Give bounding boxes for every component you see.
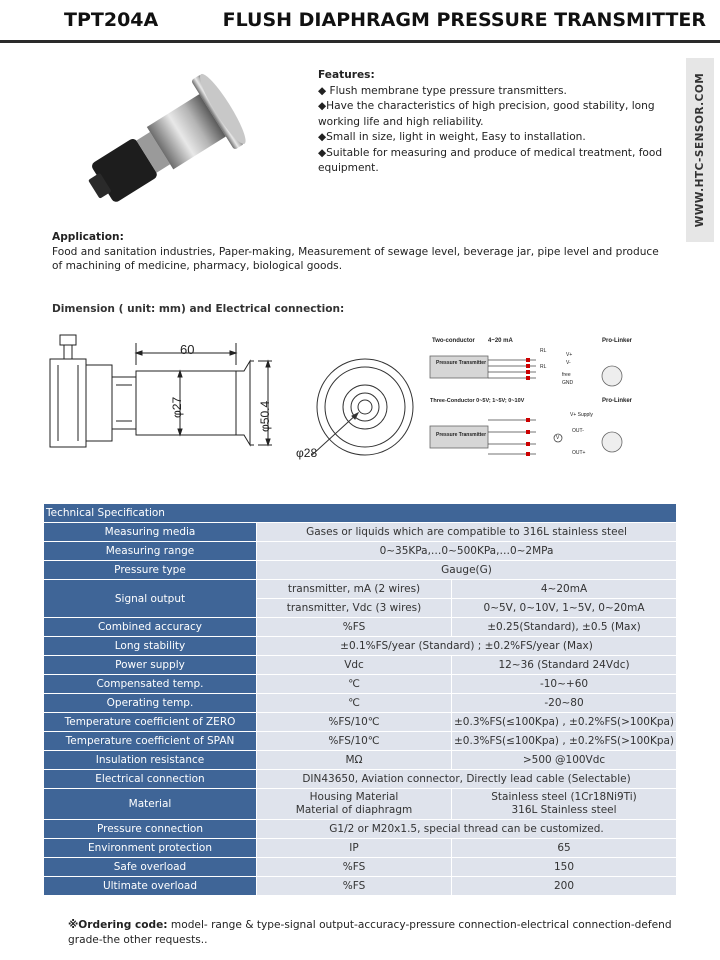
table-row (44, 561, 677, 580)
table-row (44, 675, 677, 694)
diaphragm-material-label: Material of diaphragm (295, 804, 413, 816)
table-row (44, 770, 677, 789)
table-row (44, 789, 677, 820)
row-unit (257, 789, 452, 820)
wiring-two-conductor: Two-conductor (432, 338, 475, 344)
product-photo (78, 62, 263, 222)
wiring-v-plus: V+ (566, 352, 573, 358)
dim-body-diameter: φ27 (170, 396, 184, 418)
row-unit: ℃ (257, 675, 452, 694)
spec-table (43, 503, 677, 896)
header-rule (0, 40, 720, 43)
housing-material-label: Housing Material (309, 791, 399, 803)
row-label: Pressure connection (44, 820, 257, 839)
row-label: Long stability (44, 637, 257, 656)
wiring-out-plus: OUT+ (572, 450, 586, 456)
ordering-code-text: model- range & type-signal output-accuracy-pressure connection-electrical connection-defend grade-the other requests.. (68, 919, 672, 946)
row-value: 12~36 (Standard 24Vdc) (452, 656, 677, 675)
row-unit: IP (257, 839, 452, 858)
row-value: -20~80 (452, 694, 677, 713)
row-value: ±0.25(Standard), ±0.5 (Max) (452, 618, 677, 637)
table-row (44, 637, 677, 656)
wiring-rl-1: RL (540, 348, 547, 354)
row-value: G1/2 or M20x1.5, special thread can be customized. (257, 820, 677, 839)
row-label: Material (44, 789, 257, 820)
wiring-three-conductor: Three-Conductor 0~5V; 1~5V; 0~10V (430, 398, 525, 404)
wiring-pro-linker-2: Pro-Linker (602, 398, 633, 404)
wiring-v-minus: V- (566, 360, 571, 366)
row-value: 65 (452, 839, 677, 858)
wiring-v-supply: V+ Supply (570, 412, 593, 418)
row-value: ±0.1%FS/year (Standard) ; ±0.2%FS/year (Max) (257, 637, 677, 656)
page-header (0, 0, 720, 44)
application-section (52, 230, 672, 274)
table-row (44, 751, 677, 770)
dimension-title: Dimension ( unit: mm) and Electrical connection: (52, 303, 345, 315)
row-label: Safe overload (44, 858, 257, 877)
row-label: Measuring range (44, 542, 257, 561)
row-value: 150 (452, 858, 677, 877)
side-website-banner (686, 58, 714, 242)
row-value: ±0.3%FS(≤100Kpa) , ±0.2%FS(>100Kpa) (452, 713, 677, 732)
model-number: TPT204A (64, 9, 159, 31)
table-row (44, 694, 677, 713)
features-title: Features: (318, 69, 375, 81)
wiring-free: free (562, 372, 571, 378)
diaphragm-material-value: 316L Stainless steel (511, 804, 617, 816)
table-row (44, 580, 677, 599)
row-unit: %FS/10℃ (257, 732, 452, 751)
row-label: Power supply (44, 656, 257, 675)
row-label: Combined accuracy (44, 618, 257, 637)
row-value: 4~20mA (452, 580, 677, 599)
feature-item: ◆Have the characteristics of high precision, good stability, long working life and high reliability. (318, 100, 655, 128)
row-value: Gauge(G) (257, 561, 677, 580)
application-text: Food and sanitation industries, Paper-making, Measurement of sewage level, beverage jar, pipe level and produce of machining of medicine, pharmacy, biological goods. (52, 245, 659, 272)
table-row (44, 877, 677, 896)
row-value: -10~+60 (452, 675, 677, 694)
row-label: Signal output (44, 580, 257, 618)
application-title: Application: (52, 231, 124, 243)
dim-flange-diameter: φ50.4 (258, 400, 272, 432)
table-row (44, 839, 677, 858)
row-value (452, 789, 677, 820)
ordering-code-title: ※Ordering code: (68, 919, 168, 931)
row-unit: %FS (257, 618, 452, 637)
row-label: Compensated temp. (44, 675, 257, 694)
wiring-box-2: Pressure Transmitter (435, 432, 487, 438)
product-title: FLUSH DIAPHRAGM PRESSURE TRANSMITTER (222, 9, 706, 31)
ordering-code (68, 918, 688, 948)
row-unit: transmitter, Vdc (3 wires) (257, 599, 452, 618)
table-row (44, 504, 677, 523)
row-unit: %FS/10℃ (257, 713, 452, 732)
row-label: Measuring media (44, 523, 257, 542)
row-label: Temperature coefficient of ZERO (44, 713, 257, 732)
row-unit: ℃ (257, 694, 452, 713)
wiring-pro-linker-1: Pro-Linker (602, 338, 633, 344)
wiring-box-1: Pressure Transmitter (435, 360, 487, 366)
row-value: >500 @100Vdc (452, 751, 677, 770)
wiring-two-signal: 4~20 mA (488, 338, 513, 344)
wiring-gnd: GND (562, 380, 574, 386)
dim-face-diameter: φ28 (296, 446, 318, 460)
table-row (44, 713, 677, 732)
row-unit: %FS (257, 858, 452, 877)
row-unit: transmitter, mA (2 wires) (257, 580, 452, 599)
row-value: Gases or liquids which are compatible to 316L stainless steel (257, 523, 677, 542)
diaphragm-front-view (300, 355, 430, 470)
dim-length: 60 (180, 342, 195, 357)
wiring-diagram (426, 334, 688, 474)
wiring-rl-2: RL (540, 364, 547, 370)
spec-title: Technical Specification (44, 504, 677, 523)
row-value: 0~5V, 0~10V, 1~5V, 0~20mA (452, 599, 677, 618)
row-unit: Vdc (257, 656, 452, 675)
table-row (44, 542, 677, 561)
table-row (44, 820, 677, 839)
feature-item: ◆Small in size, light in weight, Easy to installation. (318, 131, 586, 143)
row-value: DIN43650, Aviation connector, Directly lead cable (Selectable) (257, 770, 677, 789)
row-label: Ultimate overload (44, 877, 257, 896)
row-unit: %FS (257, 877, 452, 896)
wiring-v-meter: V (556, 435, 560, 441)
row-value: ±0.3%FS(≤100Kpa) , ±0.2%FS(>100Kpa) (452, 732, 677, 751)
table-row (44, 858, 677, 877)
row-label: Pressure type (44, 561, 257, 580)
table-row (44, 618, 677, 637)
features-section (318, 68, 663, 177)
row-label: Environment protection (44, 839, 257, 858)
row-value: 0~35KPa,…0~500KPa,…0~2MPa (257, 542, 677, 561)
feature-item: ◆ Flush membrane type pressure transmitters. (318, 84, 567, 97)
row-value: 200 (452, 877, 677, 896)
table-row (44, 656, 677, 675)
wiring-out-minus: OUT- (572, 428, 584, 434)
row-label: Insulation resistance (44, 751, 257, 770)
feature-item: ◆Suitable for measuring and produce of medical treatment, food equipment. (318, 146, 663, 174)
row-unit: MΩ (257, 751, 452, 770)
row-label: Temperature coefficient of SPAN (44, 732, 257, 751)
row-label: Operating temp. (44, 694, 257, 713)
website-url: WWW.HTC-SENSOR.COM (694, 72, 706, 228)
housing-material-value: Stainless steel (1Cr18Ni9Ti) (491, 791, 637, 803)
table-row (44, 523, 677, 542)
row-label: Electrical connection (44, 770, 257, 789)
table-row (44, 732, 677, 751)
